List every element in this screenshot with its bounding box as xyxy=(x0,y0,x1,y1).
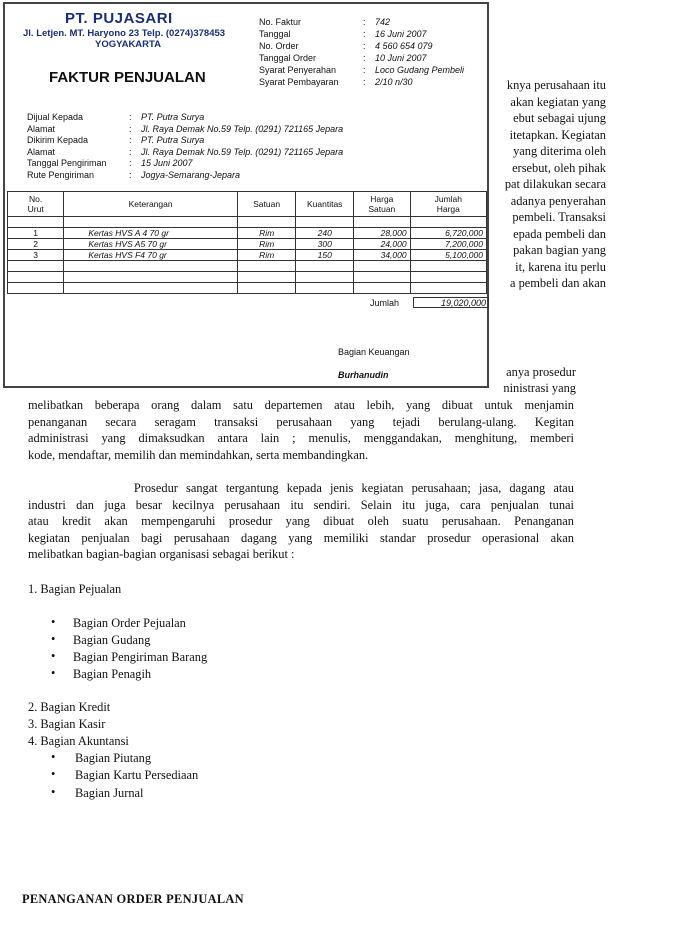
item-qty: 240 xyxy=(296,228,354,239)
bg-text-line: ebut sebagai ujung xyxy=(513,111,606,125)
item-unit: Rim xyxy=(237,239,296,250)
meta-value: 10 Juni 2007 xyxy=(375,53,427,63)
item-qty: 150 xyxy=(296,250,354,261)
customer-value: Jl. Raya Demak No.59 Telp. (0291) 721165 Jepara xyxy=(141,146,344,157)
text-line: melibatkan beberapa orang dalam satu departemen atau lebih, yang dibuat untuk menjamin xyxy=(28,398,574,412)
text-line: Prosedur sangat tergantung kepada jenis kegiatan perusahaan; jasa, dagang atau xyxy=(28,481,574,495)
bg-text-line: knya perusahaan itu xyxy=(506,78,606,92)
customer-value: Jogya-Semarang-Jepara xyxy=(141,169,241,180)
bg-text-line: pat dilakukan secara xyxy=(504,177,606,191)
item-no: 3 xyxy=(8,250,64,261)
meta-value: 16 Juni 2007 xyxy=(375,29,427,39)
text-line: melibatkan bagian-bagian organisasi sebagai berikut : xyxy=(28,547,295,561)
list-item: Bagian Jurnal xyxy=(75,786,144,800)
text-line: penanganan secara seragam transaksi perusahaan yang tejadi berulang-ulang. Kegitan xyxy=(28,414,574,429)
table-row xyxy=(8,261,487,272)
bg-text-line: ninistrasi yang xyxy=(503,381,576,395)
item-no: 1 xyxy=(8,228,64,239)
paragraph-activities xyxy=(28,480,574,563)
list-item: Bagian Penagih xyxy=(73,667,152,681)
signature-title: Bagian Keuangan xyxy=(338,347,410,357)
customer-label: Rute Pengiriman xyxy=(27,169,95,180)
bg-text-line: anya prosedur xyxy=(506,365,576,379)
invoice-meta xyxy=(259,16,464,88)
item-price: 28,000 xyxy=(354,228,411,239)
customer-info xyxy=(27,112,343,181)
colon: : xyxy=(129,169,132,180)
item-total: 6,720,000 xyxy=(410,228,486,239)
item-qty: 300 xyxy=(296,239,354,250)
bullet: • xyxy=(51,615,56,629)
customer-label: Tanggal Pengiriman xyxy=(27,158,107,168)
table-row xyxy=(8,272,487,283)
item-total: 5,100,000 xyxy=(410,250,486,261)
customer-label: Dijual Kepada xyxy=(27,112,84,122)
meta-label: No. Faktur xyxy=(259,17,302,27)
company-address: Jl. Letjen. MT. Haryono 23 Telp. (0274)378453 xyxy=(23,28,226,39)
text-line: kode, mendaftar, memilih dan memindahkan, serta membandingkan. xyxy=(28,447,369,462)
bullet: • xyxy=(51,649,56,663)
meta-value: Loco Gudang Pembeli xyxy=(375,65,465,75)
colon: : xyxy=(363,41,366,51)
bg-text-line: pembeli. Transaksi xyxy=(512,210,606,224)
customer-value: PT. Putra Surya xyxy=(141,112,205,122)
bg-text-line: ersebut, oleh pihak xyxy=(512,161,606,175)
meta-label: Tanggal xyxy=(259,29,291,39)
customer-label: Dikirim Kepada xyxy=(27,135,89,145)
item-unit: Rim xyxy=(237,228,296,239)
bullet: • xyxy=(51,666,56,680)
header-satuan: Satuan xyxy=(237,192,296,217)
invoice xyxy=(3,2,489,388)
item-desc: Kertas HVS A5 70 gr xyxy=(64,239,238,250)
bullet: • xyxy=(51,750,56,764)
colon: : xyxy=(363,17,366,27)
meta-label: Syarat Penyerahan xyxy=(259,65,337,75)
bg-text-line: it, karena itu perlu xyxy=(515,260,606,274)
list-item: Bagian Piutang xyxy=(75,751,152,765)
colon: : xyxy=(129,158,132,168)
customer-label: Alamat xyxy=(27,123,56,134)
table-row xyxy=(8,250,487,261)
text-line: industri dan juga besar kecilnya perusahaan itu sendiri. Selain itu juga, cara penjualan tunai xyxy=(28,497,574,512)
bg-text-line: yang diterima oleh xyxy=(513,144,606,158)
item-total: 7,200,000 xyxy=(410,239,486,250)
bullet: • xyxy=(51,785,56,799)
section-title: 3. Bagian Kasir xyxy=(28,717,106,731)
table-row xyxy=(8,228,487,239)
company-city: YOGYAKARTA xyxy=(95,39,161,50)
customer-value: PT. Putra Surya xyxy=(141,135,205,145)
colon: : xyxy=(129,123,132,134)
header-keterangan: Keterangan xyxy=(64,192,238,217)
bg-text-line: epada pembeli dan xyxy=(513,227,606,241)
item-unit: Rim xyxy=(237,250,296,261)
item-no: 2 xyxy=(8,239,64,250)
colon: : xyxy=(363,77,366,87)
meta-label: No. Order xyxy=(259,41,299,51)
total-value: 19,020,000 xyxy=(413,297,489,308)
customer-label: Alamat xyxy=(27,146,56,157)
item-desc: Kertas HVS F4 70 gr xyxy=(64,250,238,261)
bg-text-line: adanya penyerahan xyxy=(510,194,606,208)
colon: : xyxy=(363,65,366,75)
header-no: No. Urut xyxy=(8,192,64,217)
list-item: Bagian Pengiriman Barang xyxy=(73,650,208,664)
total-label: Jumlah xyxy=(370,298,400,308)
item-desc: Kertas HVS A 4 70 gr xyxy=(64,228,238,239)
list-item: Bagian Kartu Persediaan xyxy=(75,768,199,782)
company-name: PT. PUJASARI xyxy=(65,10,173,27)
list-item: Bagian Gudang xyxy=(73,633,151,647)
colon: : xyxy=(363,29,366,39)
signature-name: Burhanudin xyxy=(338,370,389,380)
section-title: 4. Bagian Akuntansi xyxy=(28,734,129,748)
item-price: 24,000 xyxy=(354,239,411,250)
bg-text-line: pakan bagian yang xyxy=(513,243,606,257)
bullet: • xyxy=(51,632,56,646)
bg-text-line: itetapkan. Kegiatan xyxy=(509,128,606,142)
item-price: 34,000 xyxy=(354,250,411,261)
bullet: • xyxy=(51,767,56,781)
meta-value: 4 560 654 079 xyxy=(375,41,433,51)
colon: : xyxy=(129,112,132,122)
table-row xyxy=(8,217,487,228)
colon: : xyxy=(363,53,366,63)
customer-value: Jl. Raya Demak No.59 Telp. (0291) 721165 Jepara xyxy=(141,123,344,134)
meta-value: 2/10 n/30 xyxy=(375,77,413,87)
section-heading: PENANGANAN ORDER PENJUALAN xyxy=(22,892,244,906)
text-line: kegiatan penjualan bagi perusahaan dagang yang memiliki standar prosedur operasional akan xyxy=(28,530,574,545)
meta-label: Tanggal Order xyxy=(259,53,317,63)
customer-value: 15 Juni 2007 xyxy=(141,158,193,168)
header-kuantitas: Kuantitas xyxy=(296,192,354,217)
paragraph-procedure xyxy=(28,397,574,463)
header-harga-satuan: Harga Satuan xyxy=(354,192,411,217)
header-jumlah-harga: Jumlah Harga xyxy=(410,192,486,217)
items-table xyxy=(7,191,487,294)
colon: : xyxy=(129,135,132,145)
table-row xyxy=(8,239,487,250)
meta-label: Syarat Pembayaran xyxy=(259,77,339,87)
text-line: atau kredit akan mempengaruhi prosedur yang dibuat oleh suatu perusahaan. Penanganan xyxy=(28,514,574,528)
meta-value: 742 xyxy=(375,17,391,27)
bg-text-line: a pembeli dan akan xyxy=(510,276,606,290)
section-title: 2. Bagian Kredit xyxy=(28,700,111,714)
list-item: Bagian Order Pejualan xyxy=(73,616,186,630)
colon: : xyxy=(129,146,132,157)
table-row xyxy=(8,283,487,294)
table-header-row xyxy=(8,192,487,217)
invoice-title: FAKTUR PENJUALAN xyxy=(49,69,206,86)
text-line: administrasi yang dimaksudkan antara lain ; menulis, menggandakan, menghitung, memberi xyxy=(28,431,574,445)
section-title: 1. Bagian Pejualan xyxy=(28,582,122,596)
bg-text-line: akan kegiatan yang xyxy=(510,95,606,109)
